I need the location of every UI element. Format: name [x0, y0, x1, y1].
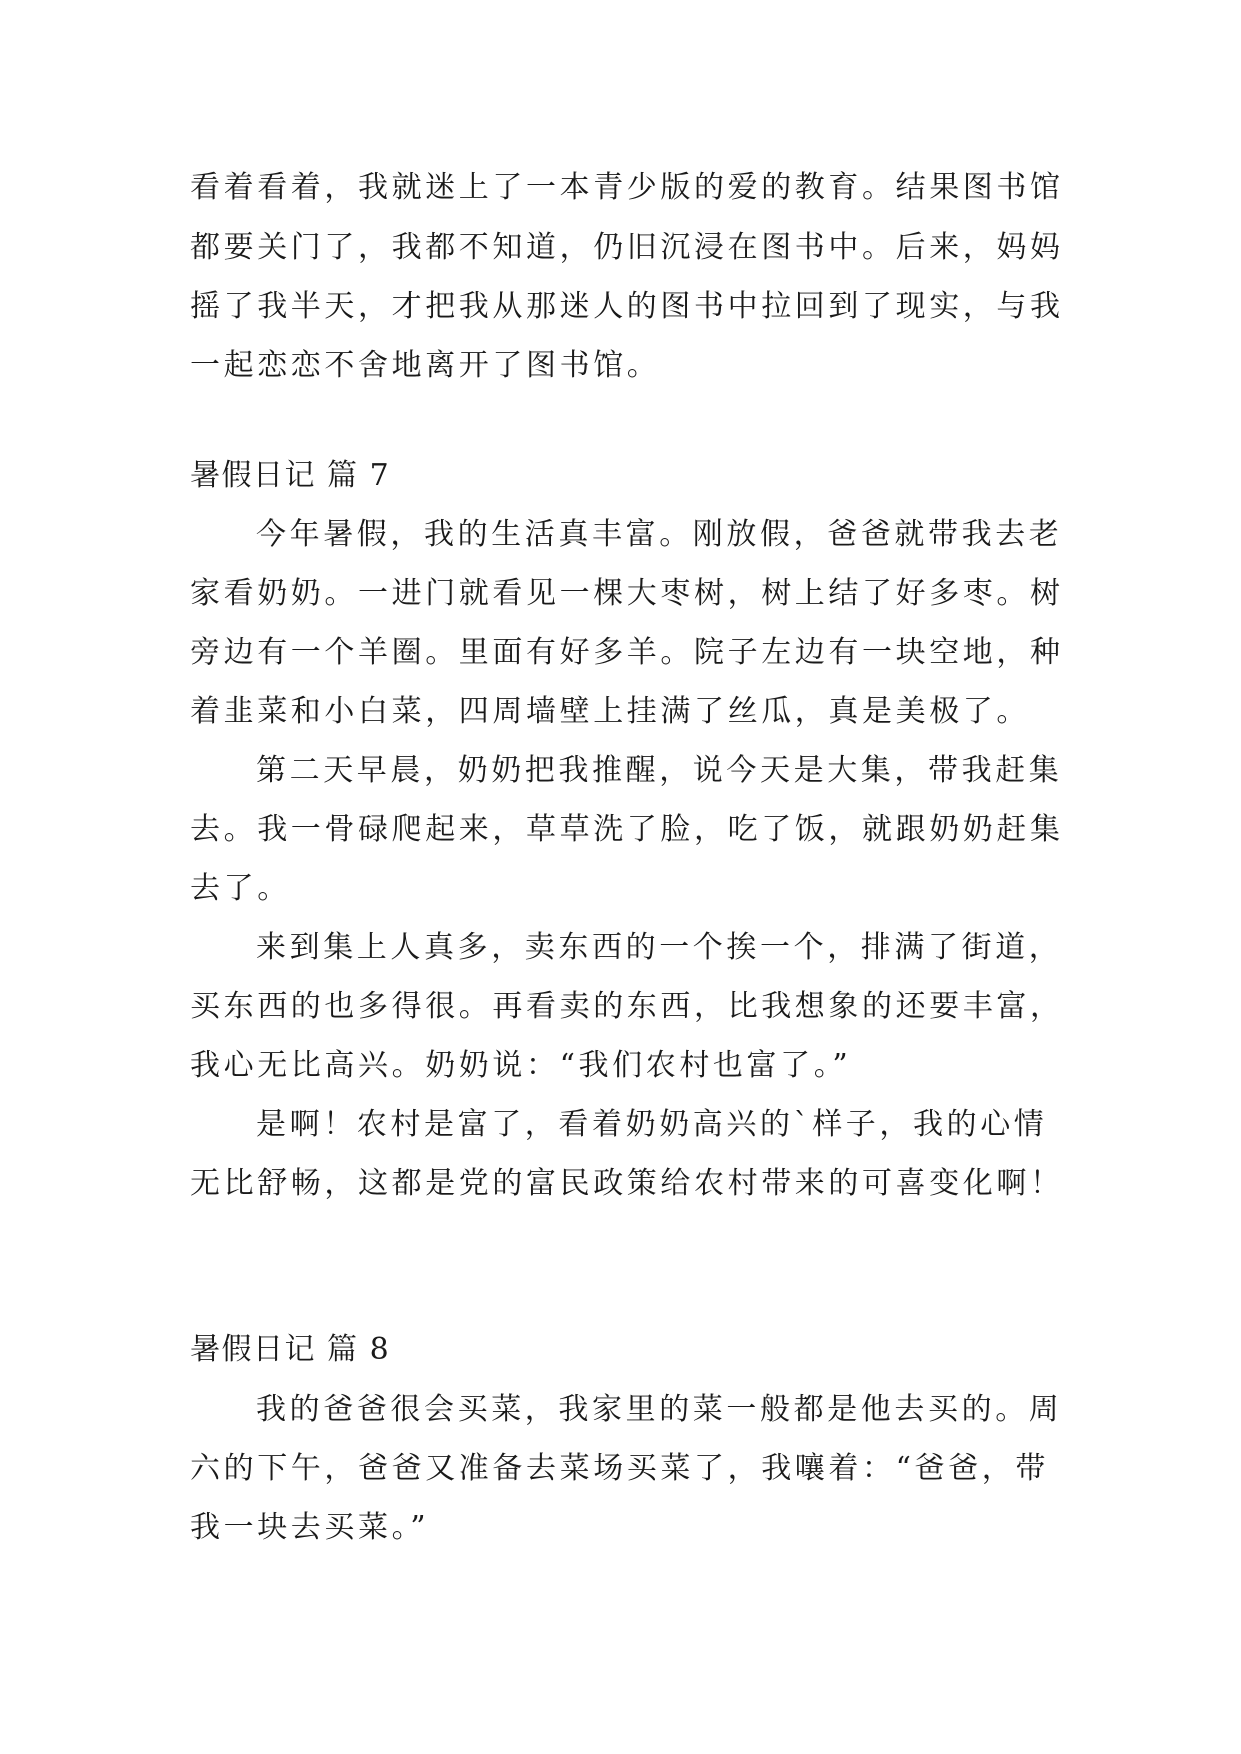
continuation-line-1: 看着看着，我就迷上了一本青少版的爱的教育。结果图书馆 — [190, 170, 1064, 205]
entry-7-line-3: 旁边有一个羊圈。里面有好多羊。院子左边有一块空地，种 — [190, 635, 1064, 670]
entry-7-line-10: 我心无比高兴。奶奶说：“我们农村也富了。” — [190, 1048, 852, 1083]
entry-8-line-2: 六的下午，爸爸又准备去菜场买菜了，我嚷着：“爸爸，带 — [190, 1451, 1049, 1486]
entry-7-line-11: 是啊！农村是富了，看着奶奶高兴的`样子，我的心情 — [256, 1107, 1048, 1142]
entry-7-line-8: 来到集上人真多，卖东西的一个挨一个，排满了街道， — [256, 930, 1063, 965]
entry-7-line-1: 今年暑假，我的生活真丰富。刚放假，爸爸就带我去老 — [256, 517, 1063, 552]
entry-7-title: 暑假日记 篇 7 — [190, 458, 391, 493]
continuation-line-2: 都要关门了，我都不知道，仍旧沉浸在图书中。后来，妈妈 — [190, 230, 1064, 265]
entry-7-line-6: 去。我一骨碌爬起来，草草洗了脸，吃了饭，就跟奶奶赶集 — [190, 812, 1064, 847]
continuation-line-4: 一起恋恋不舍地离开了图书馆。 — [190, 348, 661, 383]
entry-8-line-1: 我的爸爸很会买菜，我家里的菜一般都是他去买的。周 — [256, 1392, 1063, 1427]
entry-7-line-2: 家看奶奶。一进门就看见一棵大枣树，树上结了好多枣。树 — [190, 576, 1064, 611]
continuation-line-3: 摇了我半天，才把我从那迷人的图书中拉回到了现实，与我 — [190, 289, 1064, 324]
entry-8-title: 暑假日记 篇 8 — [190, 1332, 391, 1367]
entry-7-line-4: 着韭菜和小白菜，四周墙壁上挂满了丝瓜，真是美极了。 — [190, 694, 1030, 729]
entry-7-line-5: 第二天早晨，奶奶把我推醒，说今天是大集，带我赶集 — [256, 753, 1063, 788]
entry-7-line-7: 去了。 — [190, 871, 291, 906]
entry-8-line-3: 我一块去买菜。” — [190, 1510, 430, 1545]
entry-7-line-12: 无比舒畅，这都是党的富民政策给农村带来的可喜变化啊！ — [190, 1166, 1064, 1201]
entry-7-line-9: 买东西的也多得很。再看卖的东西，比我想象的还要丰富， — [190, 989, 1064, 1024]
